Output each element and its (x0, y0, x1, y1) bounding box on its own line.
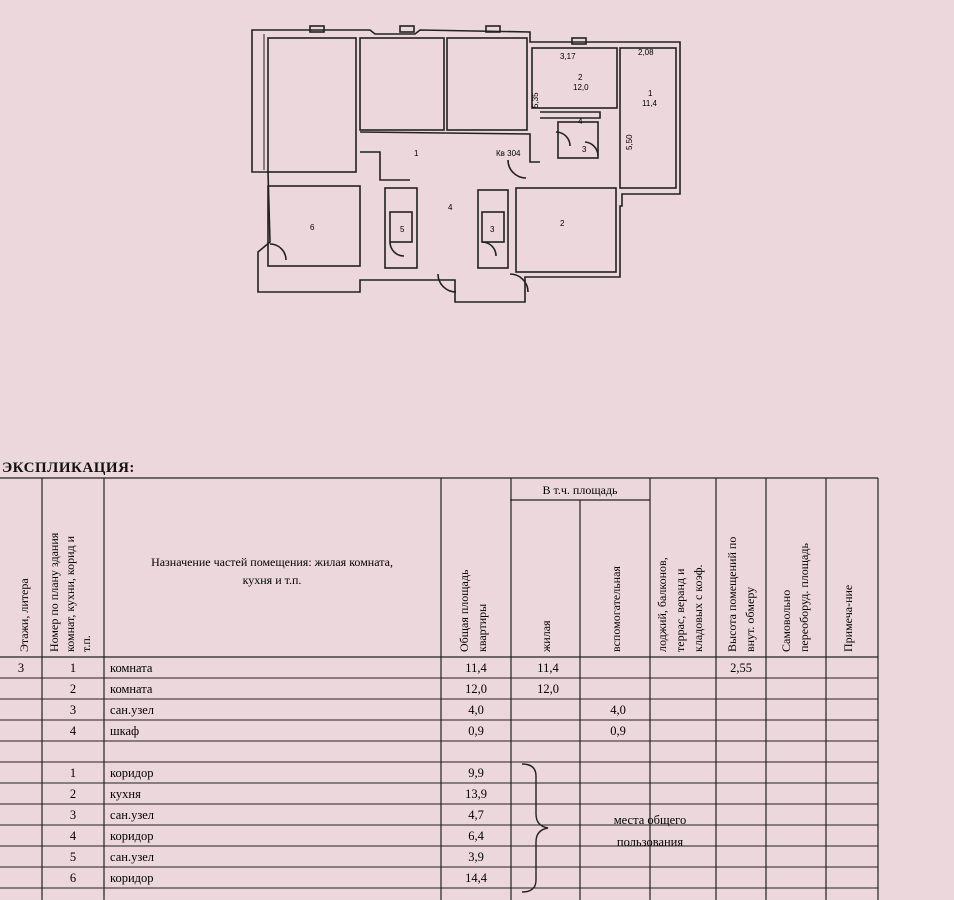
cell-total: 12,0 (465, 682, 487, 696)
cell-num: 6 (69, 871, 77, 885)
svg-text:кладовых с коэф.: кладовых с коэф. (691, 564, 705, 652)
cell-num: 3 (69, 808, 77, 822)
cell-num: 4 (69, 724, 77, 738)
cell-name: сан.узел (110, 850, 155, 864)
cell-total: 4,0 (468, 703, 484, 717)
svg-text:внут. обмеру: внут. обмеру (743, 586, 757, 652)
cell-name: сан.узел (110, 703, 155, 717)
header-total (457, 569, 489, 652)
cell-name: коридор (110, 829, 154, 843)
svg-text:Самовольно: Самовольно (779, 589, 793, 652)
plan-common-4: 4 (448, 203, 453, 212)
cell-living: 11,4 (537, 661, 559, 675)
cell-name: комната (110, 682, 153, 696)
cell-total: 6,4 (468, 829, 484, 843)
plan-room-3-label: 3 (582, 145, 587, 154)
plan-dim-3: 5,35 (531, 92, 540, 108)
cell-total: 3,9 (468, 850, 484, 864)
cell-living: 12,0 (537, 682, 559, 696)
svg-text:Общая площадь: Общая площадь (457, 569, 471, 652)
table-row (70, 724, 626, 738)
svg-text:т.п.: т.п. (79, 635, 93, 652)
cell-num: 2 (69, 787, 77, 801)
header-loggia (655, 557, 705, 652)
cell-name: кухня (110, 787, 141, 801)
header-number (47, 532, 93, 652)
header-note: Примеча-ние (841, 584, 855, 652)
table-row (70, 787, 487, 801)
svg-text:лоджий, балконов,: лоджий, балконов, (655, 557, 669, 652)
cell-num: 4 (69, 829, 77, 843)
cell-floor: 3 (17, 661, 25, 675)
header-living: жилая (539, 620, 553, 652)
svg-text:Назначение частей помещения: ж: Назначение частей помещения: жилая комната, (151, 555, 393, 569)
cell-name: шкаф (110, 724, 140, 738)
plan-dim-1: 3,17 (560, 52, 576, 61)
cell-num: 1 (69, 661, 77, 675)
cell-total: 11,4 (465, 661, 487, 675)
plan-room-4-label: 4 (578, 117, 583, 126)
common-note-line1: места общего (613, 813, 687, 827)
plan-apartment-label: Кв 304 (496, 149, 521, 158)
cell-name: комната (110, 661, 153, 675)
table-row (70, 766, 484, 780)
svg-text:террас, веранд и: террас, веранд и (673, 568, 687, 652)
explication-table (0, 476, 880, 900)
cell-total: 13,9 (465, 787, 487, 801)
explication-title: ЭКСПЛИКАЦИЯ: (2, 460, 135, 476)
cell-num: 5 (69, 850, 77, 864)
svg-text:Высота помещений по: Высота помещений по (725, 536, 739, 652)
svg-text:Номер по плану здания: Номер по плану здания (47, 532, 61, 652)
cell-height: 2,55 (730, 661, 752, 675)
cell-num: 1 (69, 766, 77, 780)
table-row (70, 871, 488, 885)
plan-common-5: 5 (400, 225, 405, 234)
plan-room-2-area: 12,0 (573, 83, 589, 92)
table-row (70, 703, 626, 717)
header-floor: Этажи, литера (17, 578, 31, 652)
cell-total: 0,9 (468, 724, 484, 738)
cell-num: 3 (69, 703, 77, 717)
table-row (70, 829, 485, 843)
svg-text:комнат, кухни, корид и: комнат, кухни, корид и (63, 535, 77, 652)
plan-room-1-number: 1 (648, 89, 653, 98)
cell-aux: 4,0 (610, 703, 626, 717)
plan-common-1: 1 (414, 149, 419, 158)
table-row (18, 661, 752, 675)
svg-text:кухня и т.п.: кухня и т.п. (242, 573, 302, 587)
plan-common-2: 2 (560, 219, 565, 228)
cell-name: коридор (110, 871, 154, 885)
svg-text:квартиры: квартиры (475, 603, 489, 652)
cell-total: 14,4 (465, 871, 487, 885)
plan-room-2-number: 2 (578, 73, 583, 82)
cell-num: 2 (69, 682, 77, 696)
header-unauth (779, 543, 811, 652)
cell-total: 9,9 (468, 766, 484, 780)
floor-plan (240, 12, 700, 312)
header-height (725, 537, 757, 652)
header-incl: В т.ч. площадь (542, 483, 618, 497)
header-aux: вспомогательная (609, 566, 623, 652)
table-row (70, 850, 484, 864)
plan-dim-2: 2,08 (638, 48, 654, 57)
table-row (70, 808, 484, 822)
table-row (70, 682, 559, 696)
plan-common-6: 6 (310, 223, 315, 232)
svg-text:переоборуд. площадь: переоборуд. площадь (797, 543, 811, 652)
plan-room-1-area: 11,4 (642, 99, 657, 108)
cell-aux: 0,9 (610, 724, 626, 738)
plan-dim-4: 5,50 (625, 134, 634, 150)
header-purpose (151, 555, 393, 587)
cell-name: коридор (110, 766, 154, 780)
plan-common-3: 3 (490, 225, 495, 234)
common-note-line2: пользования (616, 835, 684, 849)
cell-total: 4,7 (468, 808, 484, 822)
cell-name: сан.узел (110, 808, 155, 822)
